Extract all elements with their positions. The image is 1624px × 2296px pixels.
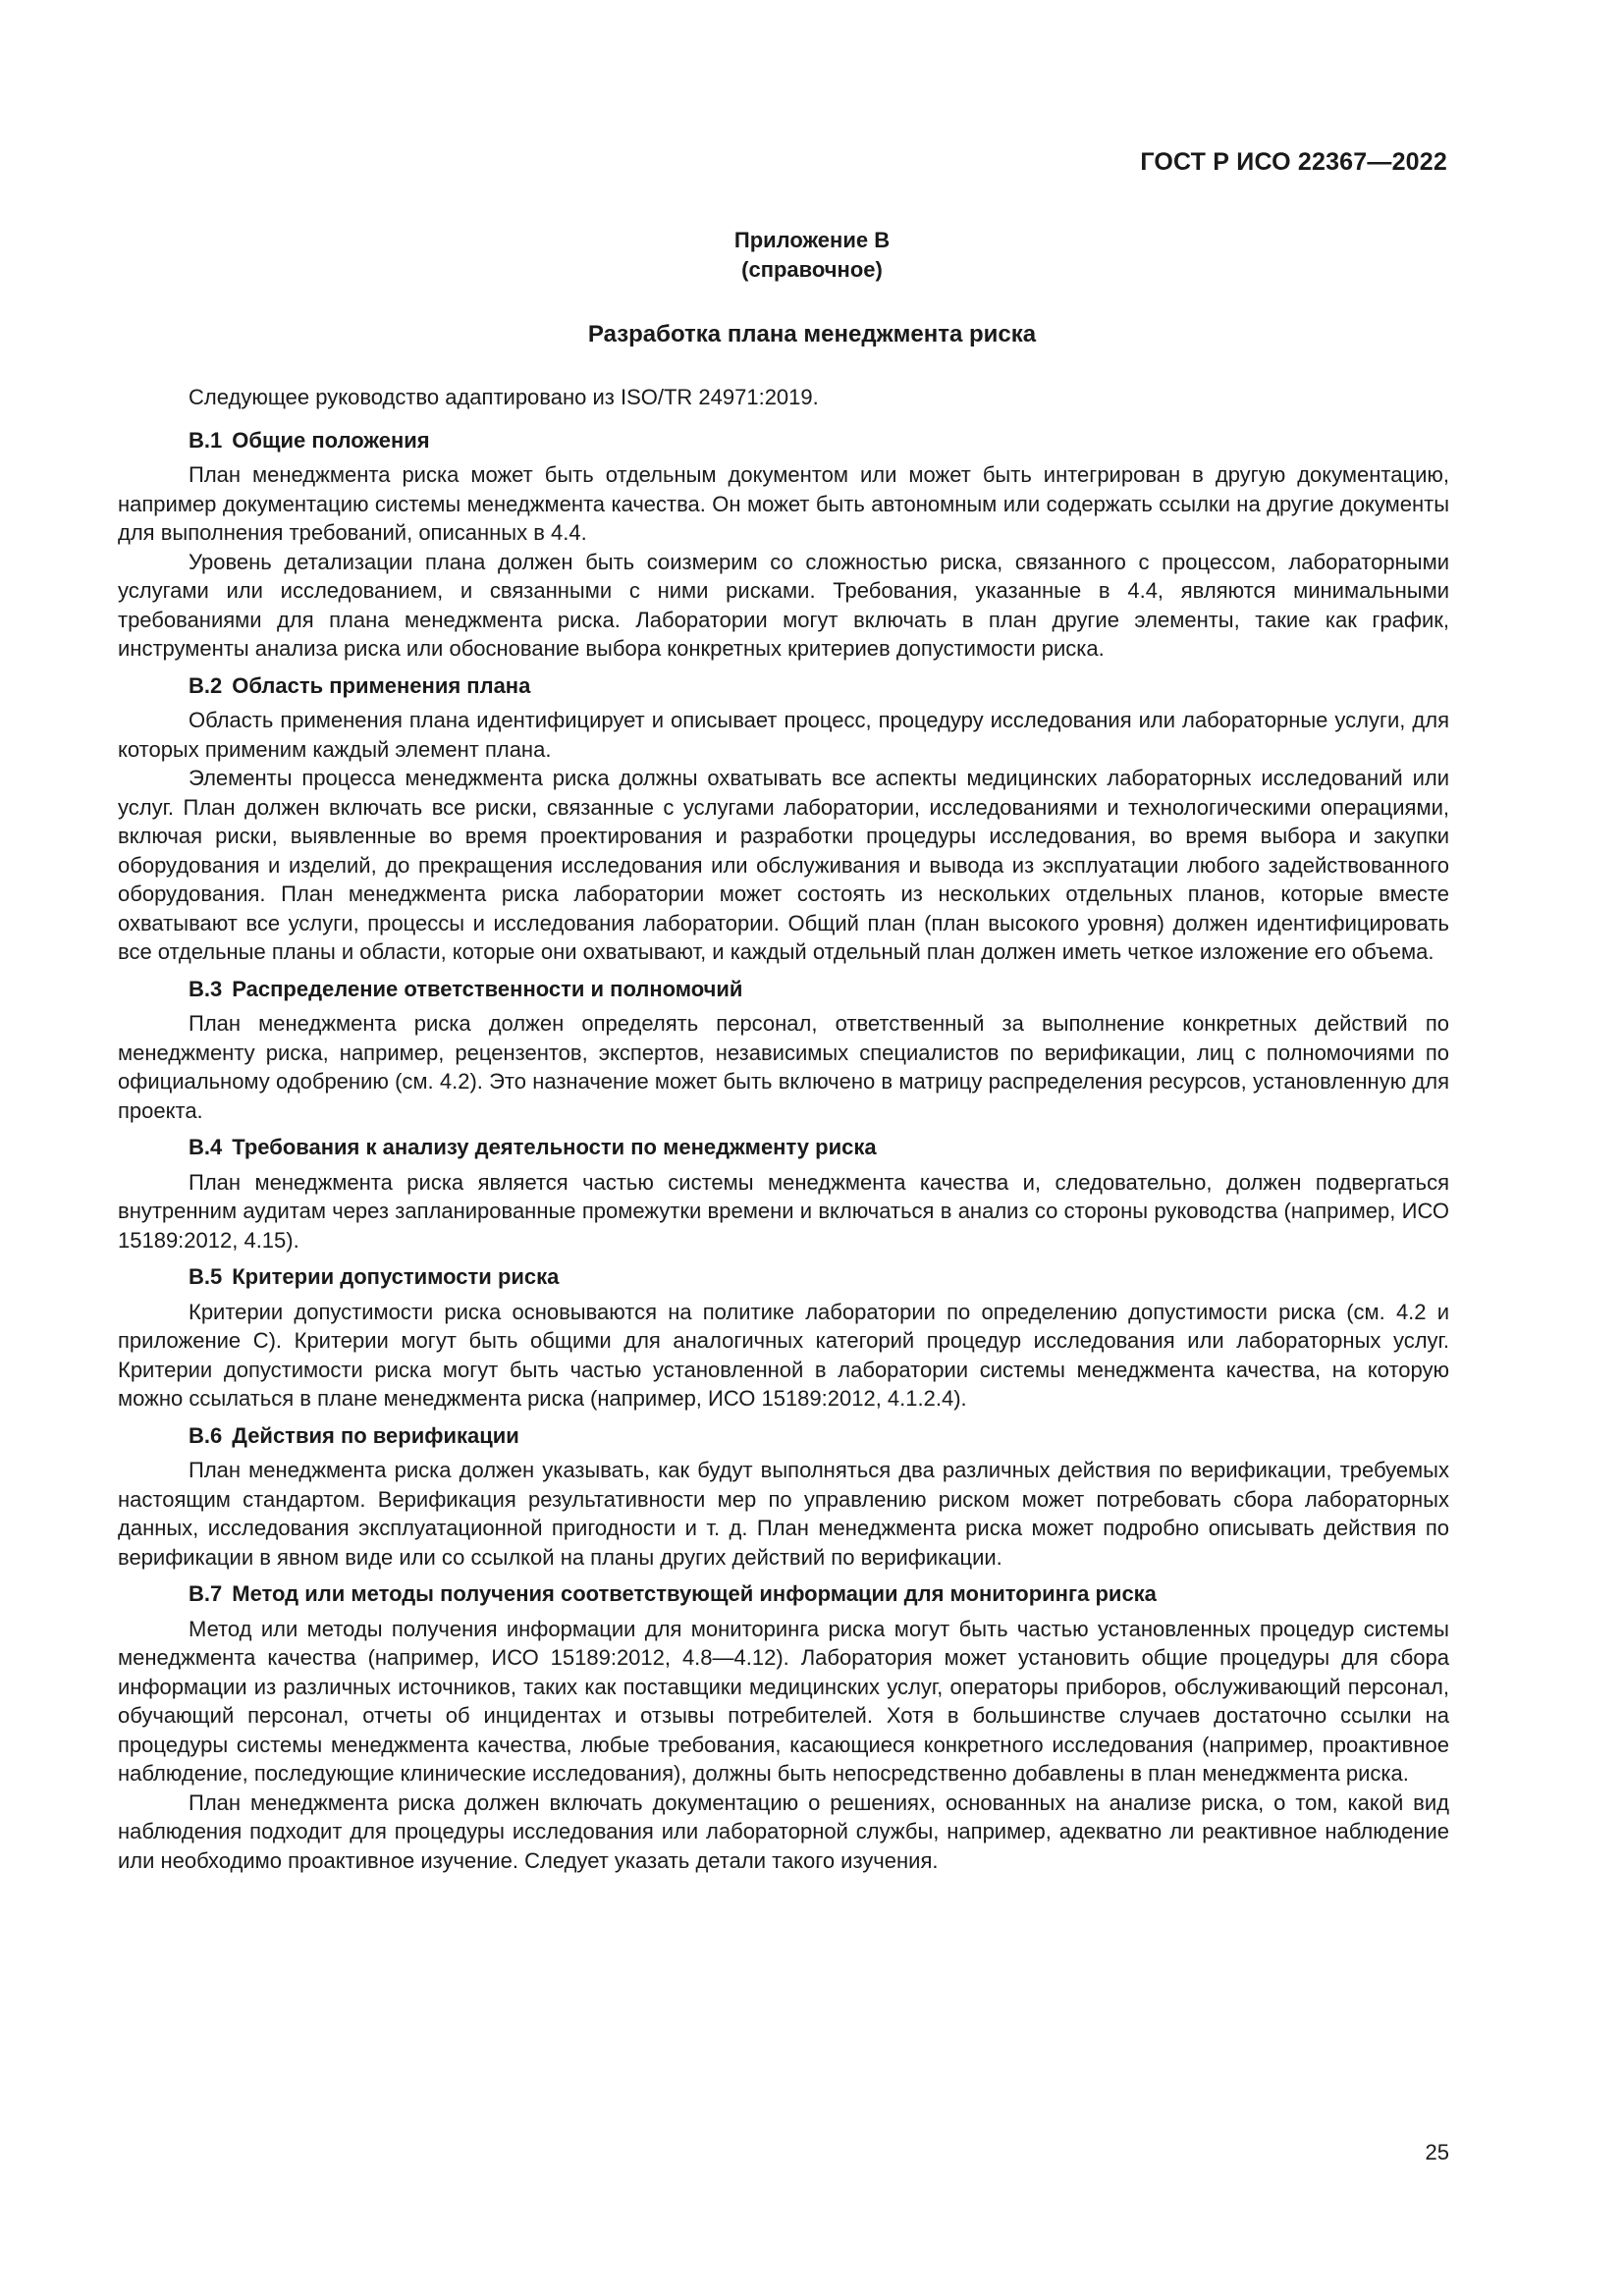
page-number: 25 [1425,2140,1449,2164]
section-number: В.5 [189,1264,223,1289]
section-heading [189,1262,1449,1292]
intro-paragraph: Следующее руководство адаптировано из ISO/TR 24971:2019. [189,385,819,409]
section-number: В.3 [189,976,223,1001]
appendix-label: Приложение В [733,228,891,252]
paragraph: План менеджмента риска должен определять персонал, ответственный за выполнение конкретных действий по менеджменту риска, например, рецензентов, экспертов, независимых специалистов по верификации, лиц с полномочиями по официальному одобрению (см. 4.2). Это назначение может быть включено в матрицу распределения ресурсов, установленную для проекта. [118,1011,1449,1123]
section-b4 [118,1133,1449,1255]
section-number: В.2 [189,672,223,698]
section-heading [189,671,1449,701]
appendix-title: Разработка плана менеджмента риска [587,321,1037,347]
section-b5 [118,1262,1449,1414]
section-b2 [118,671,1449,967]
paragraph: План менеджмента риска является частью системы менеджмента качества и, следовательно, должен подвергаться внутренним аудитам через запланированные промежутки времени и включаться в анализ со стороны руководства (например, ИСО 15189:2012, 4.15). [118,1169,1449,1253]
section-title: Распределение ответственности и полномочий [232,976,743,1001]
section-b1 [118,426,1449,664]
section-heading [189,1133,1449,1162]
section-b6 [118,1421,1449,1573]
section-title: Область применения плана [232,672,531,698]
section-number: В.7 [189,1581,223,1606]
section-heading [189,426,1449,455]
paragraph: План менеджмента риска должен включать документацию о решениях, основанных на анализе риска, о том, какой вид наблюдения подходит для процедуры исследования или лабораторной службы, например, адекватно ли реактивное наблюдение или необходимо проактивное изучение. Следует указать детали такого изучения. [118,1789,1449,1873]
paragraph: Уровень детализации плана должен быть соизмерим со сложностью риска, связанного с процессом, лабораторными услугами или исследованием, и связанными с ними рисками. Требования, указанные в 4.4, являются минимальными требованиями для плана менеджмента риска. Лаборатории могут включать в план другие элементы, такие как график, инструменты анализа риска или обоснование выбора конкретных критериев допустимости риска. [118,549,1449,661]
section-heading [189,1421,1449,1451]
section-heading [189,1579,1449,1609]
section-title: Критерии допустимости риска [232,1264,560,1289]
section-title: Действия по верификации [232,1422,519,1448]
paragraph: Критерии допустимости риска основываются на политике лаборатории по определению допустимости риска (см. 4.2 и приложение С). Критерии могут быть общими для аналогичных категорий процедур исследования или лабораторных услуг. Критерии допустимости риска могут быть частью установленной в лаборатории системы менеджмента качества, на которую можно ссылаться в плане менеджмента риска (например, ИСО 15189:2012, 4.1.2.4). [118,1299,1449,1411]
paragraph: Метод или методы получения информации для мониторинга риска могут быть частью установленных процедур системы менеджмента качества (например, ИСО 15189:2012, 4.8—4.12). Лаборатория может установить общие процедуры для сбора информации из различных источников, таких как поставщики медицинских услуг, операторы приборов, обслуживающий персонал, обучающий персонал, отчеты об инцидентах и отзывы потребителей. Хотя в большинстве случаев достаточно ссылки на процедуры системы менеджмента качества, любые требования, касающиеся конкретного исследования (например, проактивное наблюдение, последующие клинические исследования), должны быть непосредственно добавлены в план менеджмента риска. [118,1616,1449,1786]
document-body [118,383,1449,1875]
paragraph: План менеджмента риска должен указывать, как будут выполняться два различных действия по верификации, требуемых настоящим стандартом. Верификация результативности мер по управлению риском может потребовать сбора лабораторных данных, исследования эксплуатационной пригодности и т. д. План менеджмента риска может подробно описывать действия по верификации в явном виде или со ссылкой на планы других действий по верификации. [118,1458,1449,1570]
section-title: Требования к анализу деятельности по менеджменту риска [232,1135,877,1159]
paragraph: План менеджмента риска может быть отдельным документом или может быть интегрирован в другую документацию, например документацию системы менеджмента качества. Он может быть автономным или содержать ссылки на другие документы для выполнения требований, описанных в 4.4. [118,462,1449,545]
appendix-kind: (справочное) [741,257,883,282]
section-b7 [118,1579,1449,1875]
section-title: Метод или методы получения соответствующей информации для мониторинга риска [232,1581,1157,1606]
section-heading [189,975,1449,1004]
appendix-heading [0,226,1624,285]
document-code: ГОСТ Р ИСО 22367—2022 [1140,148,1447,176]
section-title: Общие положения [232,427,430,453]
section-number: В.4 [189,1135,223,1159]
section-number: В.1 [189,427,223,453]
paragraph: Область применения плана идентифицирует и описывает процесс, процедуру исследования или лабораторные услуги, для которых применим каждый элемент плана. [118,708,1449,762]
paragraph: Элементы процесса менеджмента риска должны охватывать все аспекты медицинских лабораторных исследований или услуг. План должен включать все риски, связанные с услугами лаборатории, исследованиями и технологическими операциями, включая риски, выявленные во время проектирования и разработки процедуры исследования, во время выбора и закупки оборудования и изделий, до прекращения исследования или обслуживания и вывода из эксплуатации любого задействованного оборудования. План менеджмента риска лаборатории может состоять из нескольких отдельных планов, которые вместе охватывают все услуги, процессы и исследования лаборатории. Общий план (план высокого уровня) должен идентифицировать все отдельные планы и области, которые они охватывают, и каждый отдельный план должен иметь четкое изложение его объема. [118,766,1449,964]
section-number: В.6 [189,1422,223,1448]
section-b3 [118,975,1449,1126]
